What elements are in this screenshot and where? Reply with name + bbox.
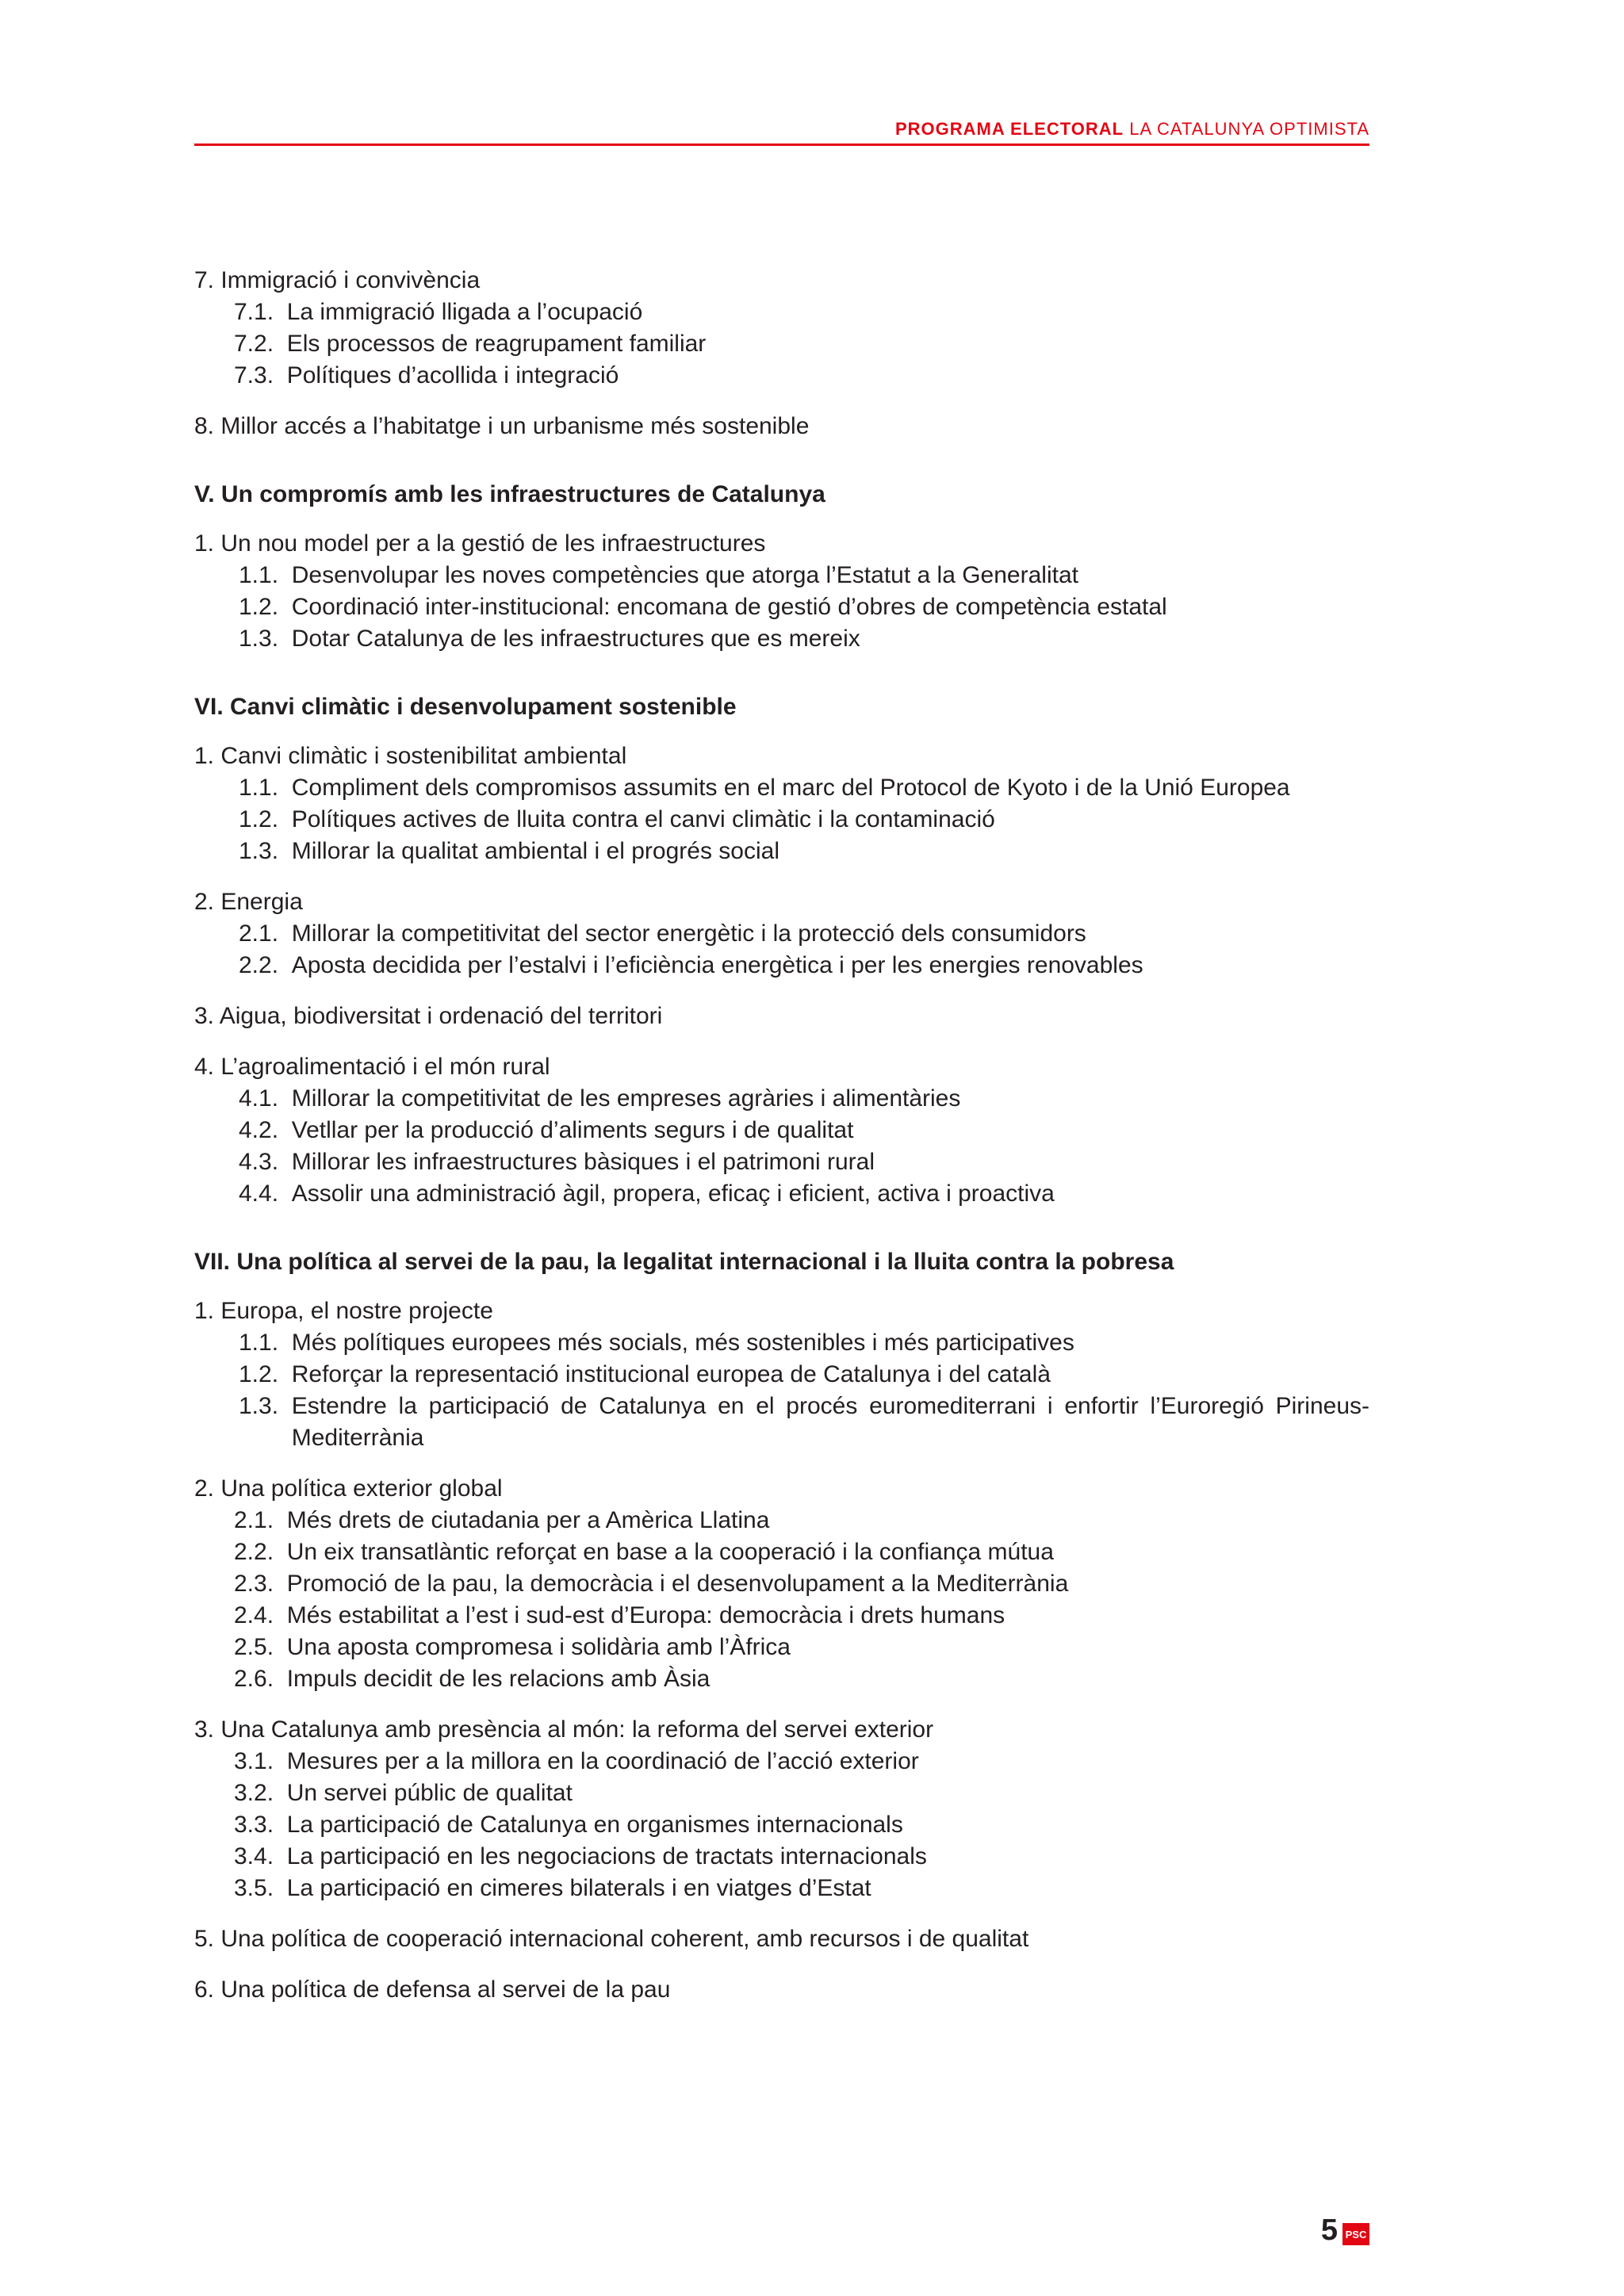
toc-subitem [239,1146,1369,1178]
toc-subitem-number: 2.2. [239,952,279,978]
toc-subitem-number: 3.2. [234,1780,274,1806]
toc-subitem [239,836,1369,867]
toc-subitem-number: 2.5. [234,1634,274,1660]
header-title-rest: LA CATALUNYA OPTIMISTA [1129,119,1369,139]
page-number: 5 [1320,2214,1338,2247]
toc-subitem [239,1178,1369,1210]
toc-item: 3. Una Catalunya amb presència al món: la reforma del servei exterior [194,1716,934,1743]
toc-subitem-text: Més polítiques europees més socials, més sostenibles i més participatives [291,1330,1074,1356]
toc-sublist [194,918,1369,982]
toc-subitem [239,804,1369,836]
toc-subitem [234,1536,1369,1568]
toc-group [194,740,1369,867]
toc-item: 1. Canvi climàtic i sostenibilitat ambiental [194,743,627,769]
toc-subitem-number: 3.4. [234,1843,274,1869]
toc-subitem-number: 2.4. [234,1602,274,1628]
toc-subitem [234,1663,1369,1695]
toc-sublist [194,1746,1369,1904]
toc-subitem-text: Mesures per a la millora en la coordinació de l’acció exterior [286,1748,919,1774]
toc-subitem-number: 7.2. [234,331,274,357]
toc-group [194,528,1369,655]
toc-subitem-number: 4.4. [239,1181,279,1207]
toc-subitem-number: 1.1. [239,562,279,588]
toc-sublist [194,1327,1369,1454]
toc-group [194,1974,1369,2006]
toc-item: 4. L’agroalimentació i el món rural [194,1054,550,1080]
toc-subitem-number: 1.2. [239,594,279,620]
toc-subitem-text: Polítiques actives de lluita contra el canvi climàtic i la contaminació [291,806,995,832]
toc-subitem [234,297,1369,328]
toc-group [194,1051,1369,1210]
toc-subitem-text: Coordinació inter-institucional: encomana de gestió d’obres de competència estatal [291,594,1167,620]
toc-subitem-text: La participació de Catalunya en organismes internacionals [286,1812,903,1838]
toc-subitem [234,1600,1369,1632]
toc-subitem-number: 4.1. [239,1085,279,1112]
toc-subitem-text: Millorar la competitivitat de les empreses agràries i alimentàries [291,1085,961,1112]
toc-group [194,1923,1369,1955]
toc-subitem-text: Un servei públic de qualitat [286,1780,573,1806]
toc-item: 5. Una política de cooperació internacional coherent, amb recursos i de qualitat [194,1926,1029,1952]
toc-subitem-text: Una aposta compromesa i solidària amb l’Àfrica [286,1634,791,1660]
toc-subitem-number: 3.5. [234,1875,274,1901]
toc-subitem-text: Promoció de la pau, la democràcia i el desenvolupament a la Mediterrània [286,1571,1069,1597]
toc-subitem-number: 2.6. [234,1666,274,1692]
toc-group [194,1295,1369,1454]
toc-sublist [194,560,1369,655]
header-rule [194,144,1369,146]
toc-item: 2. Una política exterior global [194,1475,503,1502]
toc-subitem-text: Un eix transatlàntic reforçat en base a la cooperació i la confiança mútua [286,1539,1054,1565]
toc-subitem [234,1809,1369,1841]
toc-subitem [234,1632,1369,1663]
toc-subitem [239,1391,1369,1454]
toc-subitem-text: Compliment dels compromisos assumits en el marc del Protocol de Kyoto i de la Unió Europea [291,775,1290,801]
toc-subitem [239,1327,1369,1359]
toc-subitem [239,950,1369,982]
toc-item: 1. Europa, el nostre projecte [194,1298,493,1324]
toc-subitem-text: Més drets de ciutadania per a Amèrica Llatina [286,1507,770,1533]
toc-subitem-number: 1.3. [239,626,279,652]
toc-sublist [194,772,1369,867]
toc-subitem [234,1568,1369,1600]
toc-subitem-number: 7.3. [234,362,274,388]
toc-subitem-text: Millorar les infraestructures bàsiques i el patrimoni rural [291,1149,875,1175]
toc-item: 7. Immigració i convivència [194,267,481,293]
toc-subitem [234,1873,1369,1904]
toc-subitem-text: La immigració lligada a l’ocupació [286,299,643,325]
psc-logo: PSC [1342,2223,1369,2245]
toc-subitem-number: 4.2. [239,1117,279,1143]
toc-subitem-text: Aposta decidida per l’estalvi i l’eficiència energètica i per les energies renovables [291,952,1143,978]
toc-subitem [239,918,1369,950]
section-heading: VII. Una política al servei de la pau, la legalitat internacional i la lluita contra la pobresa [194,1249,1174,1275]
toc-subitem-text: Impuls decidit de les relacions amb Àsia [286,1666,710,1692]
toc-sublist [194,1505,1369,1695]
toc-subitem-number: 1.3. [239,1393,279,1419]
toc-subitem-number: 2.1. [234,1507,274,1533]
section-heading: VI. Canvi climàtic i desenvolupament sostenible [194,694,737,720]
toc-item: 1. Un nou model per a la gestió de les infraestructures [194,530,766,557]
document-body [194,265,1369,2025]
toc-subitem [239,1359,1369,1391]
toc-subitem-text: Els processos de reagrupament familiar [286,331,707,357]
toc-subitem [234,360,1369,392]
toc-subitem [239,772,1369,804]
toc-subitem-number: 3.1. [234,1748,274,1774]
toc-subitem-number: 1.1. [239,1330,279,1356]
toc-subitem-number: 7.1. [234,299,274,325]
toc-subitem [239,623,1369,655]
toc-item: 2. Energia [194,889,303,915]
running-header [194,119,1369,140]
toc-subitem-text: Vetllar per la producció d’aliments segurs i de qualitat [291,1117,854,1143]
toc-subitem-text: Desenvolupar les noves competències que atorga l’Estatut a la Generalitat [291,562,1078,588]
toc-subitem-text: Dotar Catalunya de les infraestructures que es mereix [291,626,860,652]
toc-sublist [194,1083,1369,1210]
toc-group [194,886,1369,982]
toc-item: 8. Millor accés a l’habitatge i un urbanisme més sostenible [194,413,810,439]
header-title-strong: PROGRAMA ELECTORAL [894,119,1124,139]
toc-subitem-number: 2.2. [234,1539,274,1565]
toc-subitem-number: 1.2. [239,806,279,832]
toc-subitem-text: La participació en les negociacions de tractats internacionals [286,1843,927,1869]
toc-subitem-text: Estendre la participació de Catalunya en el procés euromediterrani i enfortir l’Euroregió Pirineus- Mediterrània [291,1393,1369,1451]
toc-group [194,1714,1369,1904]
toc-subitem [234,328,1369,360]
toc-subitem-text: Polítiques d’acollida i integració [286,362,619,388]
toc-group [194,1473,1369,1695]
toc-subitem-number: 4.3. [239,1149,279,1175]
toc-subitem-number: 1.1. [239,775,279,801]
toc-subitem-text: La participació en cimeres bilaterals i en viatges d’Estat [286,1875,871,1901]
toc-subitem-number: 2.3. [234,1571,274,1597]
toc-subitem [234,1777,1369,1809]
toc-subitem-number: 1.3. [239,838,279,864]
toc-sublist [194,297,1369,392]
toc-subitem-text: Assolir una administració àgil, propera, eficaç i eficient, activa i proactiva [291,1181,1055,1207]
toc-subitem-number: 3.3. [234,1812,274,1838]
toc-subitem-text: Reforçar la representació institucional europea de Catalunya i del català [291,1361,1051,1387]
toc-subitem [234,1505,1369,1536]
toc-subitem-number: 2.1. [239,920,279,947]
section-heading: V. Un compromís amb les infraestructures de Catalunya [194,481,825,507]
toc-subitem [239,1115,1369,1146]
toc-item: 3. Aigua, biodiversitat i ordenació del territori [194,1003,663,1029]
toc-group [194,265,1369,392]
toc-subitem [239,591,1369,623]
toc-subitem-number: 1.2. [239,1361,279,1387]
toc-subitem [234,1746,1369,1777]
toc-subitem [234,1841,1369,1873]
toc-subitem [239,560,1369,591]
toc-subitem-text: Més estabilitat a l’est i sud-est d’Europa: democràcia i drets humans [286,1602,1005,1628]
toc-group [194,1001,1369,1032]
toc-subitem [239,1083,1369,1115]
toc-subitem-text: Millorar la qualitat ambiental i el progrés social [291,838,779,864]
page-footer [1314,2214,1369,2245]
toc-group [194,411,1369,442]
toc-subitem-text: Millorar la competitivitat del sector energètic i la protecció dels consumidors [291,920,1086,947]
toc-item: 6. Una política de defensa al servei de la pau [194,1976,671,2003]
